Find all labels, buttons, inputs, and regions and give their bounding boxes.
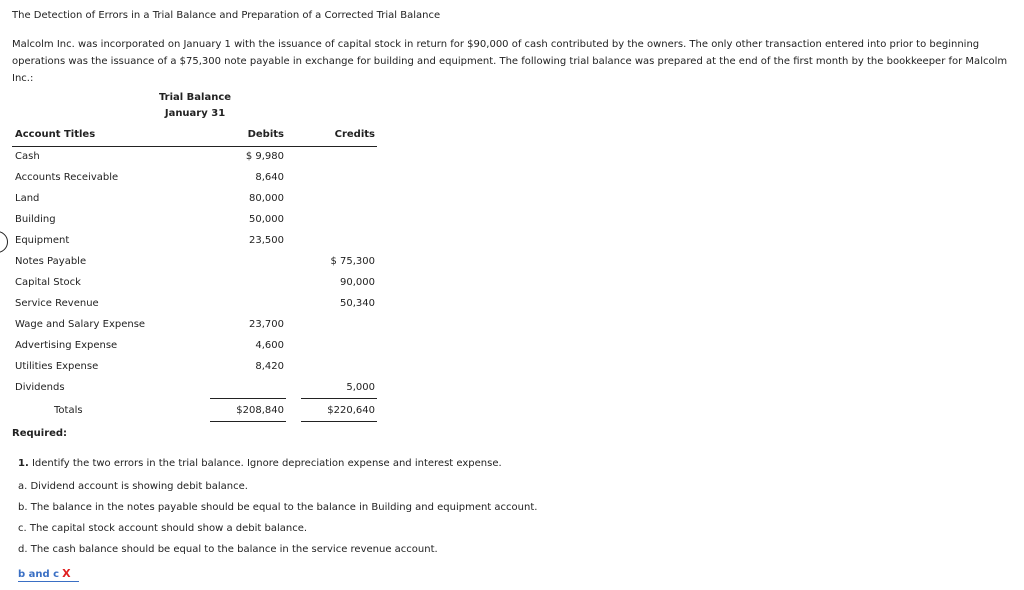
debit-amount: 50,000 xyxy=(249,214,284,225)
debit-total: $208,840 xyxy=(236,405,284,416)
option-d: d. The cash balance should be equal to the balance in the service revenue account. xyxy=(18,544,438,555)
option-c: c. The capital stock account should show a debit balance. xyxy=(18,523,308,534)
option-b: b. The balance in the notes payable should be equal to the balance in Building and equipment account. xyxy=(18,502,538,513)
credit-amount: 5,000 xyxy=(346,382,375,393)
header-rule xyxy=(12,146,377,147)
debit-amount: 23,700 xyxy=(249,319,284,330)
debit-total-rule xyxy=(210,398,286,399)
account-title: Equipment xyxy=(15,235,70,246)
debits-header: Debits xyxy=(247,129,284,140)
credit-amount: $ 75,300 xyxy=(330,256,375,267)
credits-header: Credits xyxy=(334,129,375,140)
credit-total: $220,640 xyxy=(327,405,375,416)
account-title: Cash xyxy=(15,151,40,162)
totals-label: Totals xyxy=(54,405,83,416)
debit-amount: 8,420 xyxy=(255,361,284,372)
account-title: Utilities Expense xyxy=(15,361,99,372)
account-title: Dividends xyxy=(15,382,65,393)
credit-total-rule xyxy=(301,398,377,399)
required-label: Required: xyxy=(12,428,68,439)
debit-amount: 8,640 xyxy=(255,172,284,183)
circle-marker xyxy=(0,231,8,253)
account-title: Building xyxy=(15,214,56,225)
account-title: Land xyxy=(15,193,40,204)
question-text: Identify the two errors in the trial balance. Ignore depreciation expense and interest expense. xyxy=(28,458,502,469)
credit-double-rule xyxy=(301,421,377,422)
question-number: 1. xyxy=(18,458,29,469)
trial-balance-date: January 31 xyxy=(164,108,226,119)
credit-amount: 50,340 xyxy=(340,298,375,309)
account-title: Notes Payable xyxy=(15,256,87,267)
debit-amount: 23,500 xyxy=(249,235,284,246)
answer-value: b and c xyxy=(18,569,60,580)
answer-field[interactable] xyxy=(18,567,79,582)
debit-amount: 4,600 xyxy=(255,340,284,351)
question-1 xyxy=(18,458,502,469)
problem-intro: Malcolm Inc. was incorporated on January 1 with the issuance of capital stock in return for $90,000 of cash contributed by the owners. The only other transaction entered into prior to beginning operations was the issuance of a $75,300 note payable in exchange for building and equipment. The following trial balance was prepared at the end of the first month by the bookkeeper for Malcolm Inc.: xyxy=(12,39,1008,84)
account-title: Wage and Salary Expense xyxy=(15,319,146,330)
page-title: The Detection of Errors in a Trial Balance and Preparation of a Corrected Trial Balance xyxy=(12,10,441,21)
account-title: Accounts Receivable xyxy=(15,172,119,183)
debit-double-rule xyxy=(210,421,286,422)
account-titles-header: Account Titles xyxy=(15,129,96,140)
debit-amount: $ 9,980 xyxy=(245,151,284,162)
account-title: Advertising Expense xyxy=(15,340,118,351)
trial-balance-title: Trial Balance xyxy=(158,92,232,103)
incorrect-x-icon: X xyxy=(62,567,71,580)
debit-amount: 80,000 xyxy=(249,193,284,204)
credit-amount: 90,000 xyxy=(340,277,375,288)
account-title: Capital Stock xyxy=(15,277,81,288)
option-a: a. Dividend account is showing debit balance. xyxy=(18,481,248,492)
account-title: Service Revenue xyxy=(15,298,99,309)
